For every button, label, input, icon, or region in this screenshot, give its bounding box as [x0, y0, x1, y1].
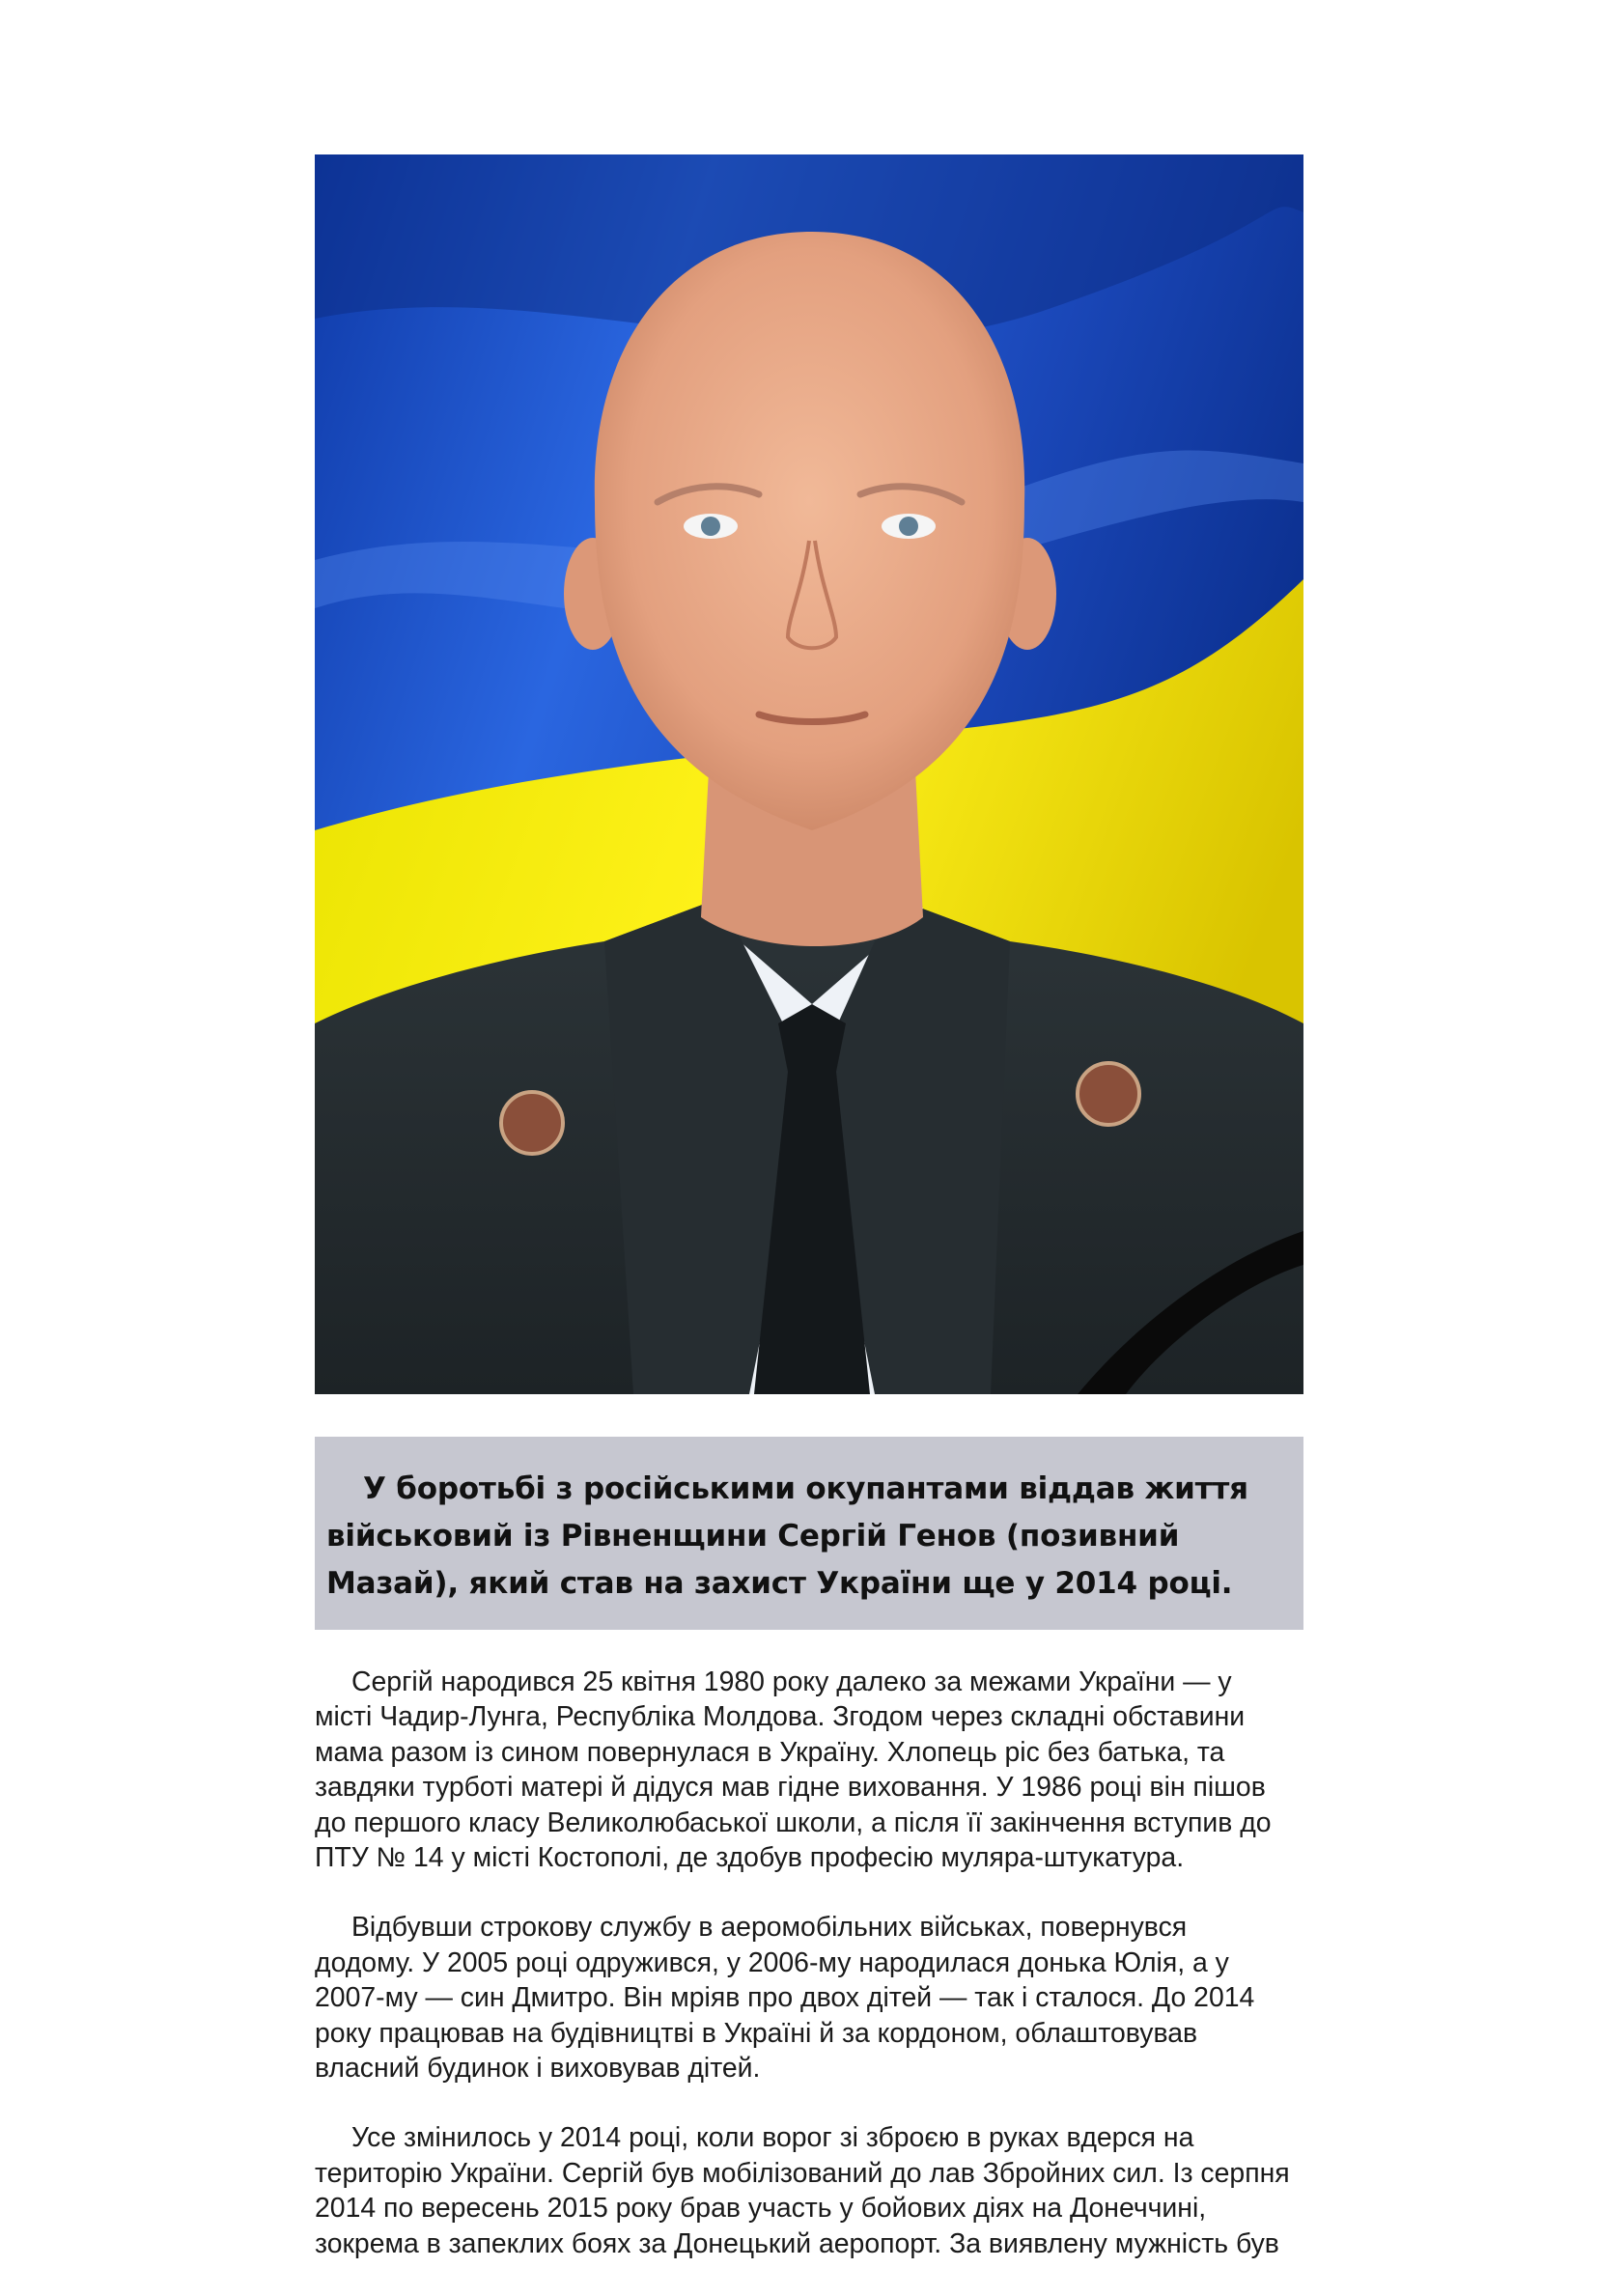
- lead-box: [315, 1437, 1303, 1630]
- article-paragraph: Усе змінилось у 2014 році, коли ворог зі зброєю в руках вдерся на територію України. Сергій був мобілізований до лав Збройних сил. Із серпня 2014 по вересень 2015 року брав участь у бойових діях на Донеччині, зокрема в запеклих боях за Донецький аеропорт. За виявлену мужність був: [315, 2122, 1290, 2259]
- article-paragraph: Сергій народився 25 квітня 1980 року далеко за межами України — у місті Чадир-Лунга, Республіка Молдова. Згодом через складні обставини мама разом із сином повернулася в Україну. Хлопець ріс без батька, та завдяки турботі матері й дідуся мав гідне виховання. У 1986 році він пішов до першого класу Великолюбаської школи, а після її закінчення вступив до ПТУ № 14 у місті Костополі, де здобув професію муляра-штукатура.: [315, 1666, 1272, 1874]
- article-paragraph: Відбувши строкову службу в аеромобільних військах, повернувся додому. У 2005 році одружився, у 2006-му народилася донька Юлія, а у 2007-му — син Дмитро. Він мріяв про двох дітей — так і сталося. До 2014 року працював на будівництві в Україні й за кордоном, облаштовував власний будинок і виховував дітей.: [315, 1912, 1255, 2085]
- collar-insignia-left: [501, 1092, 563, 1154]
- collar-insignia-right: [1078, 1063, 1139, 1125]
- lead-text: У боротьбі з російськими окупантами віддав життя військовий із Рівненщини Сергій Генов (позивний Мазай), який став на захист України ще у 2014 році.: [326, 1471, 1248, 1601]
- portrait-image: [315, 154, 1303, 1394]
- article-body: [315, 1665, 1290, 2296]
- memorial-portrait: [315, 154, 1303, 1394]
